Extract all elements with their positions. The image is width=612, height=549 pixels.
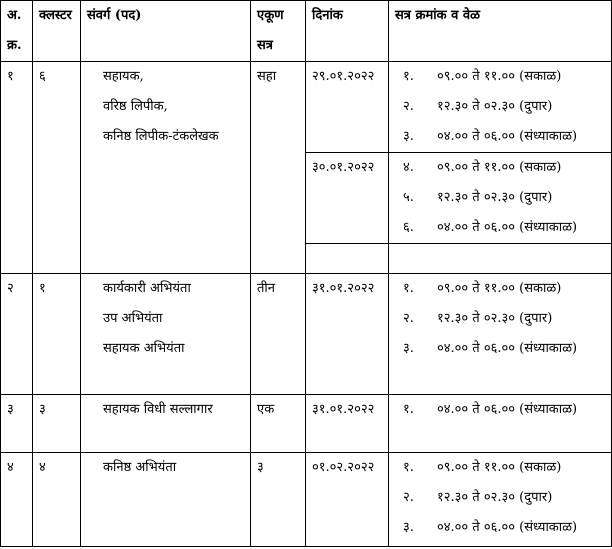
cell-cluster: ६	[33, 62, 81, 274]
cell-posts: कार्यकारी अभियंता उप अभियंता सहायक अभियंता	[81, 274, 251, 395]
slot-item: १. ०९.०० ते ११.०० (सकाळ)	[403, 69, 562, 84]
header-sessions: एकूण सत्र	[251, 1, 306, 62]
slot-item: ५. १२.३० ते ०२.३० (दुपार)	[403, 190, 553, 205]
slot-item: २. १२.३० ते ०२.३० (दुपार)	[403, 311, 553, 326]
header-date: दिनांक	[306, 1, 389, 62]
slot-item: ३. ०४.०० ते ०६.०० (संध्याकाळ)	[403, 341, 578, 356]
header-cluster: क्लस्टर	[33, 1, 81, 62]
cell-serial: २	[1, 274, 33, 395]
cell-date: ३१.०१.२०२२	[306, 274, 389, 395]
table-row	[1, 274, 612, 395]
header-serial: अ. क्र.	[1, 1, 33, 62]
cell-date: ३०.०१.२०२२	[306, 153, 389, 244]
cell-posts: सहायक विधी सल्लागार	[81, 395, 251, 453]
cell-slots	[389, 274, 612, 395]
cell-serial: ३	[1, 395, 33, 453]
slot-item: १. ०४.०० ते ०६.०० (संध्याकाळ)	[403, 402, 578, 417]
table-row	[1, 395, 612, 453]
slot-item: ६. ०४.०० ते ०६.०० (संध्याकाळ)	[403, 220, 578, 235]
cell-serial: १	[1, 62, 33, 274]
cell-sessions: सहा	[251, 62, 306, 274]
cell-cluster: ३	[33, 395, 81, 453]
cell-slots	[389, 153, 612, 244]
cell-slots	[389, 453, 612, 547]
cell-date: २९.०१.२०२२	[306, 62, 389, 153]
cell-date: ०१.०२.२०२२	[306, 453, 389, 547]
cell-slots	[389, 62, 612, 153]
cell-posts: कनिष्ठ अभियंता	[81, 453, 251, 547]
cell-date: ३१.०१.२०२२	[306, 395, 389, 453]
table-row	[1, 62, 612, 153]
cell-serial: ४	[1, 453, 33, 547]
slot-item: २. १२.३० ते ०२.३० (दुपार)	[403, 99, 553, 114]
slot-item: ४. ०९.०० ते ११.०० (सकाळ)	[403, 160, 562, 175]
cell-posts: सहायक, वरिष्ठ लिपीक, कनिष्ठ लिपीक-टंकलेखक	[81, 62, 251, 274]
slot-item: १. ०९.०० ते ११.०० (सकाळ)	[403, 281, 562, 296]
cell-cluster: ४	[33, 453, 81, 547]
cell-sessions: एक	[251, 395, 306, 453]
table-row	[1, 453, 612, 547]
slot-item: २. १२.३० ते ०२.३० (दुपार)	[403, 490, 553, 505]
slot-item: ३. ०४.०० ते ०६.०० (संध्याकाळ)	[403, 129, 578, 144]
slot-item: १. ०९.०० ते ११.०० (सकाळ)	[403, 460, 562, 475]
cell-cluster: १	[33, 274, 81, 395]
cell-sessions: तीन	[251, 274, 306, 395]
header-row	[1, 1, 612, 62]
cell-sessions: ३	[251, 453, 306, 547]
header-cadre: संवर्ग (पद)	[81, 1, 251, 62]
header-slot: सत्र क्रमांक व वेळ	[389, 1, 612, 62]
cell-slots	[389, 395, 612, 453]
slot-item: ३. ०४.०० ते ०६.०० (संध्याकाळ)	[403, 520, 578, 535]
